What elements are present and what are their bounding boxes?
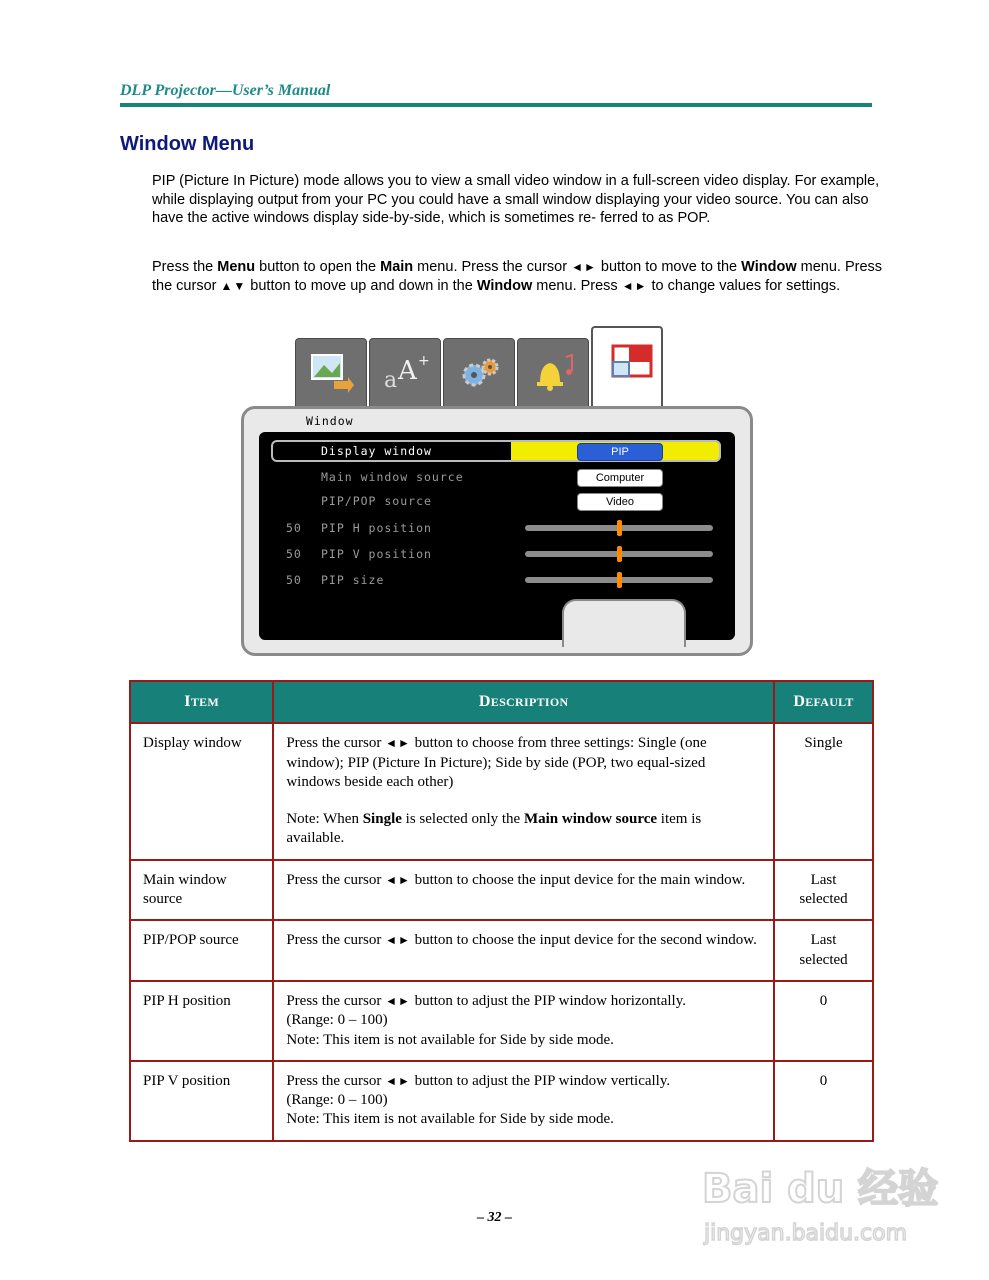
default-cell: 0 xyxy=(774,981,873,1061)
description-cell: Press the cursor ◄► button to choose the input device for the main window. xyxy=(273,860,774,921)
item-cell: PIP V position xyxy=(130,1061,273,1141)
osd-row-pip-v-position[interactable]: 50 PIP V position xyxy=(259,544,735,564)
tab-audio[interactable] xyxy=(517,338,589,408)
tab-window[interactable] xyxy=(591,326,663,410)
intro-paragraph: PIP (Picture In Picture) mode allows you to view a small video window in a full-screen video display. For example, while displaying output from your PC you could have a small window displaying your video source. You can also have the active windows display side-by-side, which is sometimes re- ferred to as POP. xyxy=(152,173,880,226)
osd-menu-title: Window xyxy=(306,414,354,428)
slider-knob[interactable] xyxy=(617,546,622,562)
pip-size-slider[interactable] xyxy=(525,577,713,583)
instructions-paragraph: Press the Menu button to open the Main menu. Press the cursor ◄► button to move to the Window menu. Press the cursor ▲▼ button to move up and down in the Window menu. Press ◄► to change values for settings. xyxy=(152,259,883,294)
item-cell: PIP H position xyxy=(130,981,273,1061)
description-cell: Press the cursor ◄► button to choose the input device for the second window. xyxy=(273,920,774,981)
table-row xyxy=(130,981,873,1061)
baidu-watermark xyxy=(700,1150,960,1250)
left-right-arrows-icon: ◄► xyxy=(385,736,411,751)
column-header-description: DESCRIPTION xyxy=(273,681,774,723)
osd-tab-bar xyxy=(295,326,715,408)
svg-text:jingyan.baidu.com: jingyan.baidu.com xyxy=(704,1221,908,1246)
osd-row-display-window[interactable]: Display window PIP xyxy=(259,441,735,461)
item-cell: Display window xyxy=(130,723,273,859)
up-down-arrows-icon: ▲▼ xyxy=(220,278,247,293)
running-header: DLP Projector—User’s Manual xyxy=(120,82,331,99)
main-window-source-value[interactable]: Computer xyxy=(577,469,663,487)
pip-h-slider[interactable] xyxy=(525,525,713,531)
left-right-arrows-icon: ◄► xyxy=(385,933,411,948)
osd-row-main-window-source[interactable]: Main window source Computer xyxy=(259,467,735,487)
section-title: Window Menu xyxy=(120,133,255,155)
osd-row-pip-size[interactable]: 50 PIP size xyxy=(259,570,735,590)
svg-text:+: + xyxy=(418,353,430,369)
item-cell: Main window source xyxy=(130,860,273,921)
table-row xyxy=(130,860,873,921)
window-menu-table xyxy=(129,680,874,1142)
slider-knob[interactable] xyxy=(617,572,622,588)
left-right-arrows-icon: ◄► xyxy=(621,278,648,293)
osd-row-pip-h-position[interactable]: 50 PIP H position xyxy=(259,518,735,538)
default-cell: Single xyxy=(774,723,873,859)
pip-v-slider[interactable] xyxy=(525,551,713,557)
page-number: – 32 – xyxy=(477,1210,512,1225)
column-header-default: DEFAULT xyxy=(774,681,873,723)
left-right-arrows-icon: ◄► xyxy=(385,1073,411,1088)
default-cell: 0 xyxy=(774,1061,873,1141)
window-icon xyxy=(603,338,653,384)
tab-advanced[interactable] xyxy=(369,338,441,408)
description-cell: Press the cursor ◄► button to choose from three settings: Single (one window); PIP (Picture In Picture); Side by side (POP, two equal-sized windows beside each other) Note: When Single is selected only the Main window source item is available. xyxy=(273,723,774,859)
osd-frame xyxy=(241,406,753,656)
pip-pop-source-value[interactable]: Video xyxy=(577,493,663,511)
gears-icon xyxy=(454,349,504,395)
image-icon xyxy=(306,349,356,395)
watermark-logo xyxy=(700,1150,960,1250)
tab-setup[interactable] xyxy=(443,338,515,408)
table-header-row xyxy=(130,681,873,723)
osd-row-pip-pop-source[interactable]: PIP/POP source Video xyxy=(259,491,735,511)
svg-text:a: a xyxy=(384,368,398,393)
left-right-arrows-icon: ◄► xyxy=(385,993,411,1008)
description-cell: Press the cursor ◄► button to adjust the PIP window horizontally. (Range: 0 – 100) Note: This item is not available for Side by side mode. xyxy=(273,981,774,1061)
table-row xyxy=(130,1061,873,1141)
svg-text:Bai du 经验: Bai du 经验 xyxy=(702,1166,939,1212)
header-rule xyxy=(120,103,872,107)
column-header-item: ITEM xyxy=(130,681,273,723)
table-row xyxy=(130,723,873,859)
display-window-value[interactable]: PIP xyxy=(577,443,663,461)
description-cell: Press the cursor ◄► button to adjust the PIP window vertically. (Range: 0 – 100) Note: This item is not available for Side by side mode. xyxy=(273,1061,774,1141)
default-cell: Last selected xyxy=(774,920,873,981)
osd-window-menu xyxy=(241,326,753,656)
tab-image[interactable] xyxy=(295,338,367,408)
text-size-icon xyxy=(380,349,430,395)
svg-text:A: A xyxy=(398,356,417,386)
table-row xyxy=(130,920,873,981)
slider-knob[interactable] xyxy=(617,520,622,536)
item-cell: PIP/POP source xyxy=(130,920,273,981)
left-right-arrows-icon: ◄► xyxy=(571,260,597,274)
default-cell: Last selected xyxy=(774,860,873,921)
left-right-arrows-icon: ◄► xyxy=(385,872,411,887)
bell-music-icon xyxy=(528,349,578,395)
osd-frame-tab xyxy=(562,599,686,647)
